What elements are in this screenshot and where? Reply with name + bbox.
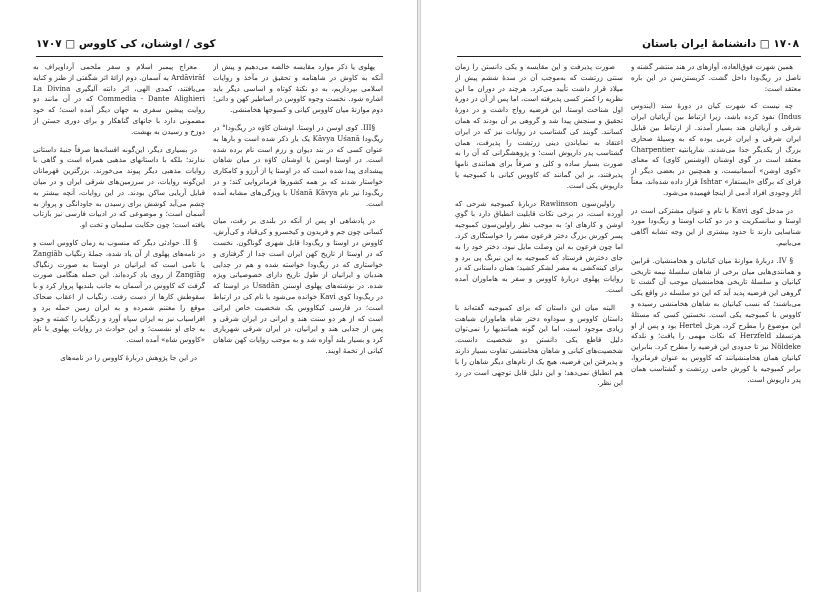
running-head: کوی / اوشنان، کی کاووس □ ۱۷۰۷: [36, 38, 216, 50]
paragraph: همین شهرت فوق‌العاده، آوازهای در هند منتشر گشته و ناصل در ریگ‌ودا داخل گشت. کریستن‌سن در این باره معتقد است:: [631, 62, 801, 93]
paragraph: البته میان این داستان که برای کمبوجیه گفته‌اند با داستان کاووس و سوداوه دختر شاه هاماوران شباهت زیادی موجود است، اما این گونه همانندیها را نمی‌توان دلیل قاطع یکی دانستن دو شخصیت دانست. شخصیت‌های کیانی و شاهان هخامنشی تفاوت بسیار دارند و پذیرفتن این فرضیه، هیچ یک از نام‌های دیگر شاهان را با هم انطباق نمی‌دهد؛ و این دلیل قابل توجهی است در رد این نظر.: [455, 302, 623, 388]
paragraph: § II. حوادثی دیگر که منسوب به زمان کاووس است و در نامه‌های پهلوی از آن یاد شده، جملهٔ زنگیاب Zangiāb یا نامی است که ایرانیان در اوستا به صورت زنگیاگ Zangiāg از روی یاد کرده‌اند. این حمله هنگامی صورت گرفت که کاووس در آسمان به جانب بلندیها پرواز کرد و با سقوطش کارها از دست رفت. زنگیاب از اعقاب ضحاک موقع را مغتنم شمرده و به ایران زمین حمله برد و افراسیاب نیز به ایران سپاه آورد و زنگیاب را کشته و خود به جای او نشست؛ و این حوادث در روایات پهلوی با نام «کاووس شاه» آمده است.: [33, 237, 205, 345]
text-column-right: [631, 62, 801, 562]
paragraph: در این جا پژوهش دربارهٔ کاووس را در نامه‌های: [60, 352, 197, 362]
section-paragraph: § IV. دربارهٔ موازنهٔ میان کیانیان و هخامنشیان. قرابین و همانندی‌هایی میان برخی از شاهان سلسلهٔ نیمه تاریخی کیانیان و سلسلهٔ تاریخی هخامنشیان موجب آن گشت تا گروهی این فرضیه پدید آید که این دو سلسله در واقع یکی می‌باشند؛ که نسب کیانیان به شاهان هخامنشی رسیده و کاووس با کمبوجیه یکی است. نخستین کسی که مسئلهٔ این موضوع را مطرح کرد، هرتل Hertel بود و پس از او هرتسفلد Herzfeld که نکات مهمی را یافت؛ و نلدکه Nöldeke نیز تا حدودی این فرضیه را مطرح کرد. بنابراین کیانیان همان هخامنشیانند که کاووس به عنوان فرمانروا، برابر کمبوجیه یا کورش حامی زرتشت و گشتاسب همان پدر داریوش است.: [631, 255, 801, 384]
text-column-left: [33, 62, 205, 562]
quote-paragraph: چه نیست که شهرت کیان در دورهٔ سند (ایندوس Indus) نفوذ کرده باشد، زیرا ارتباط بین آریائیان ایران شرقی و آریائیان هند بسیار آمدند. از ارتباط بین قبایل ایران شرقی و ایران غربی بوده که به وسیلهٔ صحاری بزرگ از یکدیگر جدا می‌شدند. شارپانتیه Charpentier معتقد است در گوی اوشنان (اوشنس کاوی) که معنای «کوی اوشن» آسمانیست، و همچنین در بعضی دیگر از قرای که برگای «ایستفار» Ishtar قرار داده شده‌اند، معناً آثار وجودی افراد آدمی از اینجا فهمیده می‌شود.: [631, 101, 801, 197]
left-page: [0, 0, 418, 592]
paragraph: پهلوی یا ذکر موارد مقایسه خالصه می‌دهیم و پیش از آنکه به کاوش در شاهنامه و تحقیق در مآخذ و روایات اسلامی بپردازیم، به دو نکتهٔ کوتاه و اساسی دیگر باید اشاره شود. نخست وجوه کاووس در اساطیر کهن و دانی؛ دوم موازنهٔ میان کاووس کیانی و کسوجها هخامنشی.: [213, 62, 383, 115]
right-page: [420, 0, 837, 592]
paragraph: در بسیاری دیگر، این‌گونه افسانه‌ها صرفاً جنبهٔ داستانی ندارند؛ بلکه با داستانهای مذهبی همراه است و گاهی با روایات مذهبی دیگر پیوند می‌خورند. بزرگترین قهرمانان این‌گونه روایات، در سرزمین‌های شرقی ایران و در میان قبایل آریایی ساکن بودند. در این روایات، آنچه بیشتر به چشم می‌آید کوشش برای رسیدن به جاودانگی و پرواز به آسمان است؛ و موضوعی که در ادبیات فارسی نیز بازتاب یافته است؛ چون حکایت سلیمان و تخت او.: [33, 144, 205, 230]
paragraph: راولین‌سون Rawlinson دربارهٔ کمبوجیه شرحی که آورده است، در برخی نکات قابلیت انطباق دارد با گویِ اوشن و کارهای او؛ به موجب نظر راولین‌سون کمبوجیه پسر کورش بزرگ دختر فرعون مصر را خواستگاری کرد. اما چون فرعون به این وصلت مایل نبود، دختر خود را به جای دخترش فرستاد که کمبوجیه به این نیرنگ پی برد و برای کینه‌کشی به مصر لشکر کشید؛ همان داستانی که در روایات پهلوی دربارهٔ کاووس و سفر به هاماوران آمده است.: [455, 198, 623, 294]
paragraph: در پادشاهی او پس از آنکه در بلندی بر رفت، میان کسانی چون جم و فریدون و کیخسرو و کی‌قباد و کی‌آرش، کاووس در اوستا و ریگ‌ودا قابل شهری گوناگون. نخست که در اوستا از تاریخ کهن ایران است جدا از گرفتاری و خواستاری که در ریگ‌ودا خواسته شده و هم در جدایی هندیان و ایرانیان از طول تاریخ دارای خصوصیاتی ویژه شده. در نوشته‌های پهلوی اوسنن Usadān در اوستا که در ریگ‌ودا کوی Kavi خوانده می‌شود با نام کی در ارتباط است؛ در فارسی کیکاووس یک شخصیت خاص ایرانی است که از هر دو سنت هند و ایرانی در ایران شرقی و پس از جدایی هند و ایرانیان، در ایران شرقی شهریاری کرد و بسیار بلند آوازه شد و به موجب روایات کهن شاهان کیانی از تخمهٔ اویند.: [213, 216, 383, 355]
header-rule: [36, 56, 383, 57]
paragraph: §III. کوی اوسن در اوستا. اوشنان کاوَه در ریگ‌ودا° در ریگ‌ودا Kāvya Uśanā یک بار ذکر شده است و بارها به عنوان کسی که در بند دیوان و رزم است نام برده شده است. در اوستا اوسن یا اوشنان کاوَه در میان شاهان پیشدادی پیدا شده است که در اوستا پا از آرزو و کامکاری خواستار شدند که بر همه کشورها فرمانروایی کند؛ و در ریگ‌ودا نیز نام Uśanā Kāvya با ویژگی‌های مشابه آمده است.: [213, 122, 383, 208]
header-rule: [457, 56, 801, 57]
paragraph: در مدخل کوی Kavi با نام و عنوان مشترکی است در اوستا و سانسکریت و در دو کتاب اوستا و ریگ‌ودا مورد شناسایی دارند تا حدود بیشتری از این وجه تشابه آگاهی می‌یابیم.: [631, 205, 801, 247]
paragraph: صورت پذیرفت و این مقایسه و یکی دانستن را زمان سنتی زرتشت که به‌موجب آن در سدهٔ ششم پیش از میلاد قرار داشت تأیید می‌کرد. هرچند در دوران ما این نظریه را کمتر کسی پذیرفته است، اما پس از آن در دورهٔ اول شناخت اوستا، این فرضیه رواج داشت و در دورهٔ تحقیق و سنجش پیدا شد و گروهی بر آن بودند که همان کسانند. گویند کی گشتاسب در روایات نیز که در ایران اعتقاد به نمایاندن دینی زرتشت را پذیرفت، همان گشتاسب پدر داریوش است؛ و پژوهشگرانی که آن را به صورت بسیار ساده و کلی و صرفاً برای همانندی نامها پذیرفتند، بر این گمانند که کاووس کیانی با کمبوجیه یا داریوش یکی است.: [455, 62, 623, 190]
paragraph: معراج پیمبر اسلام و سفر ملحمی آرداویراف به Ardāvirāf به آسمان. دوم ارائهٔ اثر شگفتی از طنز و کنایه می‌یافتند، کمدی الهی، اثر دانته آلیگیری La Divina Commedia - Dante Alighieri که در آن مانند دو روایت پیشین سفری به جهان دیگر آمده است؛ که خود مضمونی دارد با جانهای گناهکار و برای دوری جستن از دوزخ و رسیدن به بهشت.: [33, 62, 205, 136]
running-head: ۱۷۰۸ □ دانشنامهٔ ایران باستان: [642, 38, 799, 50]
text-column-left: [455, 62, 623, 562]
text-column-right: [213, 62, 383, 562]
